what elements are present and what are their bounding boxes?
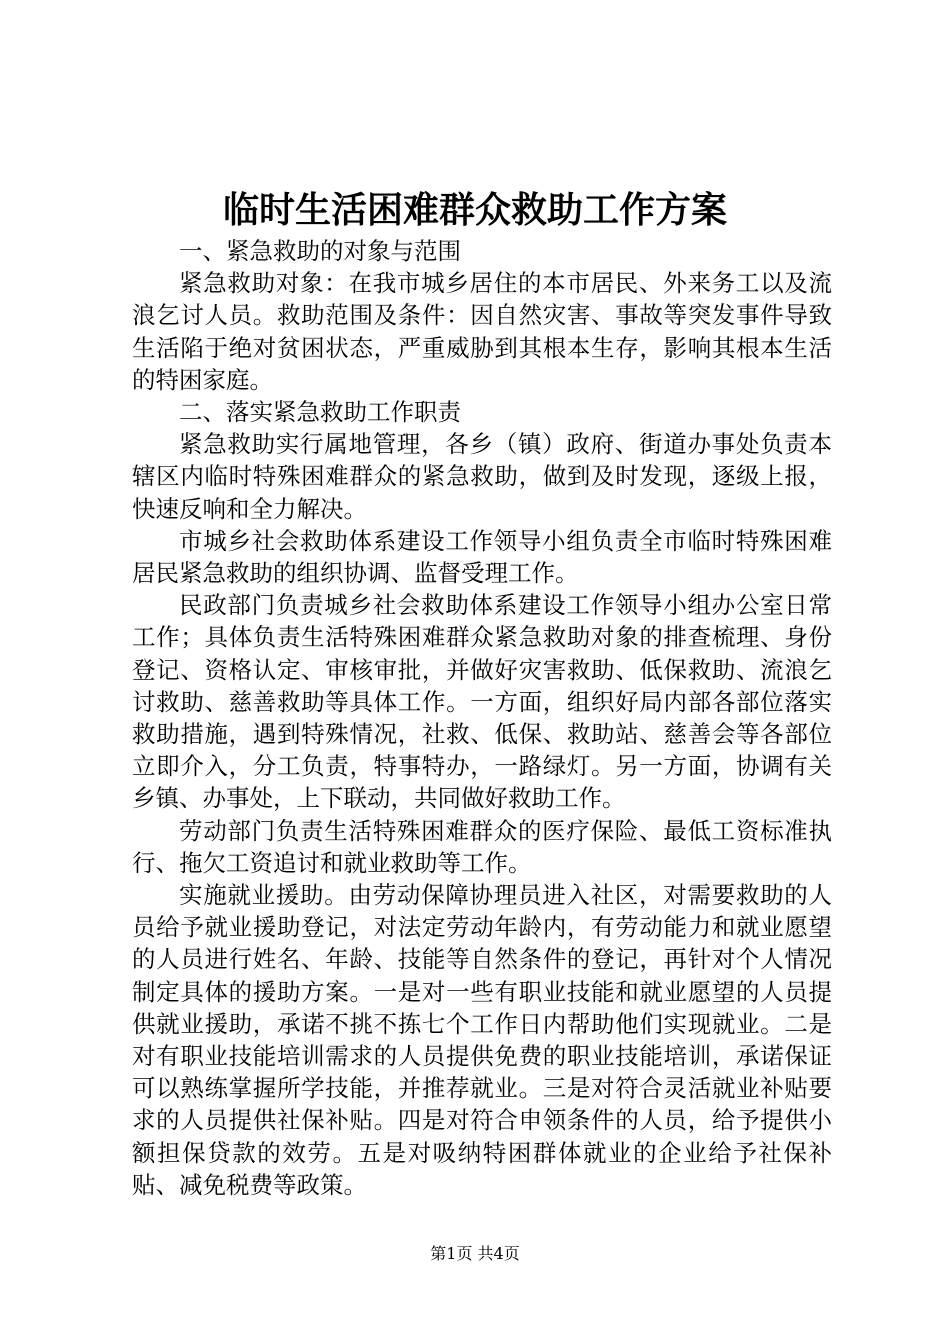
paragraph: 市城乡社会救助体系建设工作领导小组负责全市临时特殊困难居民紧急救助的组织协调、监督受理工作。 <box>132 526 832 588</box>
section-heading: 一、紧急救助的对象与范围 <box>179 237 461 265</box>
paragraph: 实施就业援助。由劳动保障协理员进入社区，对需要救助的人员给予就业援助登记，对法定劳动年龄内，有劳动能力和就业愿望的人员进行姓名、年龄、技能等自然条件的登记，再针对个人情况制定具体的援助方案。一是对一些有职业技能和就业愿望的人员提供就业援助，承诺不挑不拣七个工作日内帮助他们实现就业。二是对有职业技能培训需求的人员提供免费的职业技能培训，承诺保证可以熟练掌握所学技能，并推荐就业。三是对符合灵活就业补贴要求的人员提供社保补贴。四是对符合申领条件的人员，给予提供小额担保贷款的效劳。五是对吸纳特困群体就业的企业给予社保补贴、减免税费等政策。 <box>132 881 832 1199</box>
paragraph: 民政部门负责城乡社会救助体系建设工作领导小组办公室日常工作；具体负责生活特殊困难群众紧急救助对象的排查梳理、身份登记、资格认定、审核审批，并做好灾害救助、低保救助、流浪乞讨救助、慈善救助等具体工作。一方面，组织好局内部各部位落实救助措施，遇到特殊情况，社救、低保、救助站、慈善会等各部位立即介入，分工负责，特事特办，一路绿灯。另一方面，协调有关乡镇、办事处，上下联动，共同做好救助工作。 <box>132 591 832 813</box>
paragraph: 劳动部门负责生活特殊困难群众的医疗保险、最低工资标准执行、拖欠工资追讨和就业救助等工作。 <box>132 816 832 877</box>
document-title: 临时生活困难群众救助工作方案 <box>222 189 727 231</box>
document-body <box>132 235 832 1201</box>
paragraph: 紧急救助对象：在我市城乡居住的本市居民、外来务工以及流浪乞讨人员。救助范围及条件：因自然灾害、事故等突发事件导致生活陷于绝对贫困状态，严重威胁到其根本生存，影响其根本生活的特困家庭。 <box>132 269 832 394</box>
paragraph: 紧急救助实行属地管理，各乡（镇）政府、街道办事处负责本辖区内临时特殊困难群众的紧急救助，做到及时发现，逐级上报，快速反响和全力解决。 <box>132 430 832 523</box>
section-heading: 二、落实紧急救助工作职责 <box>179 398 461 427</box>
page-footer: 第1页 共4页 <box>430 1244 520 1263</box>
